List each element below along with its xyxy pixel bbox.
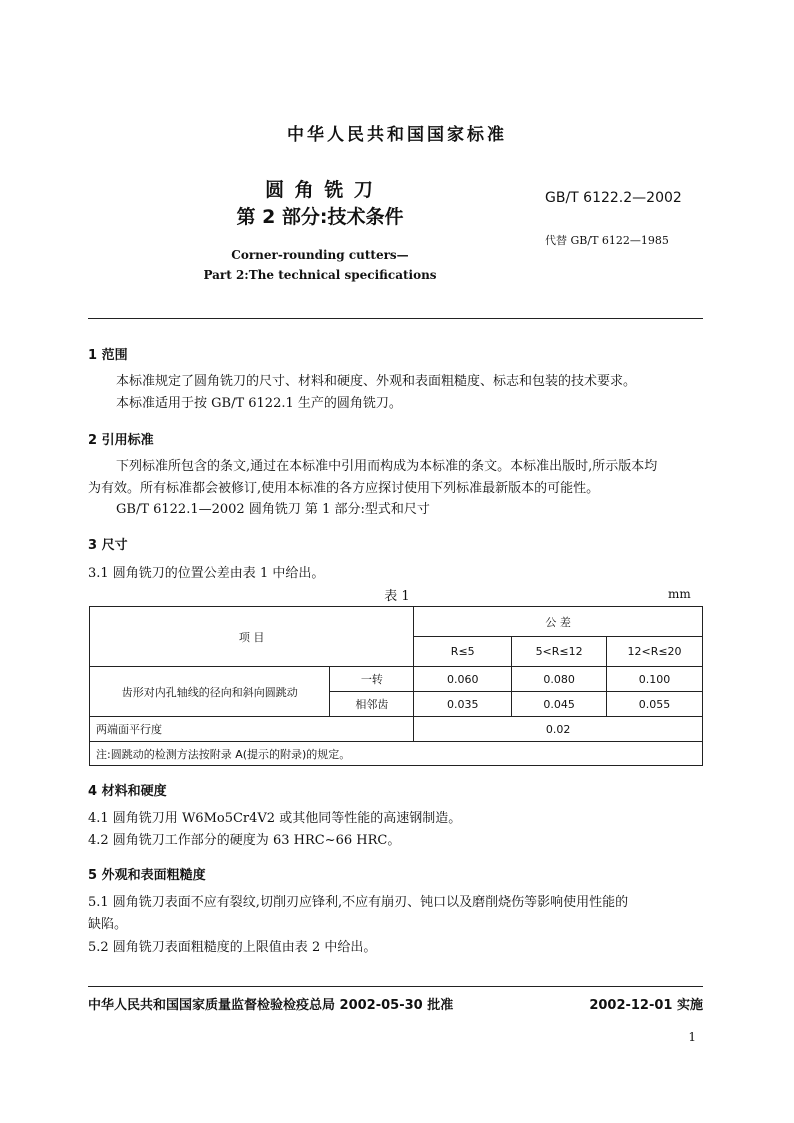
table-cell-parallelism-value: 0.02 [414,717,703,742]
table-header-item: 项 目 [90,607,414,667]
table-header-tolerance: 公 差 [414,607,703,637]
page-number: 1 [688,1030,696,1044]
document-title-en: Corner-rounding cutters— [231,248,409,262]
section-2-paragraph-line-2: 为有效。所有标准都会被修订,使用本标准的各方应探讨使用下列标准最新版本的可能性。 [88,481,600,496]
table-cell: 0.045 [512,692,607,717]
header-divider [88,318,703,319]
table-header-range-3: 12<R≤20 [607,637,703,667]
section-5-heading: 5 外观和表面粗糙度 [88,868,206,883]
table-cell: 0.100 [607,667,703,692]
table-header-range-1: R≤5 [414,637,512,667]
table-1-unit: mm [668,587,691,601]
table-cell-adjacent-teeth: 相邻齿 [330,692,414,717]
section-2-heading: 2 引用标准 [88,433,154,448]
table-row-runout-label: 齿形对内孔轴线的径向和斜向圆跳动 [90,667,330,717]
clause-4-1: 4.1 圆角铣刀用 W6Mo5Cr4V2 或其他同等性能的高速钢制造。 [88,811,462,826]
document-subtitle-en: Part 2:The technical specifications [203,268,437,282]
table-cell: 0.080 [512,667,607,692]
document-subtitle-cn: 第 2 部分:技术条件 [236,206,404,228]
implementation-date: 2002-12-01 实施 [589,998,703,1013]
clause-3-1: 3.1 圆角铣刀的位置公差由表 1 中给出。 [88,566,325,581]
table-cell-one-revolution: 一转 [330,667,414,692]
table-header-range-2: 5<R≤12 [512,637,607,667]
clause-4-2: 4.2 圆角铣刀工作部分的硬度为 63 HRC~66 HRC。 [88,833,401,848]
approval-line: 中华人民共和国国家质量监督检验检疫总局 2002-05-30 批准 [88,998,454,1013]
table-cell: 0.035 [414,692,512,717]
table-1-caption: 表 1 [384,589,410,604]
section-1-heading: 1 范围 [88,348,128,363]
section-1-paragraph-1: 本标准规定了圆角铣刀的尺寸、材料和硬度、外观和表面粗糙度、标志和包装的技术要求。 [116,374,637,389]
table-cell: 0.060 [414,667,512,692]
table-cell: 0.055 [607,692,703,717]
clause-5-1-line-1: 5.1 圆角铣刀表面不应有裂纹,切削刃应锋利,不应有崩刃、钝口以及磨削烧伤等影响使用性能的 [88,895,629,910]
footer-divider [88,986,703,987]
table-note: 注:圆跳动的检测方法按附录 A(提示的附录)的规定。 [90,742,703,766]
table-1 [89,606,703,766]
section-2-reference: GB/T 6122.1—2002 圆角铣刀 第 1 部分:型式和尺寸 [116,502,430,517]
clause-5-1-line-2: 缺陷。 [88,917,128,932]
section-3-heading: 3 尺寸 [88,538,128,553]
replaces-standard: 代替 GB/T 6122—1985 [545,234,669,247]
clause-5-2: 5.2 圆角铣刀表面粗糙度的上限值由表 2 中给出。 [88,940,377,955]
section-1-paragraph-2: 本标准适用于按 GB/T 6122.1 生产的圆角铣刀。 [116,396,402,411]
section-2-paragraph-line-1: 下列标准所包含的条文,通过在本标准中引用而构成为本标准的条文。本标准出版时,所示版本均 [116,459,658,474]
section-4-heading: 4 材料和硬度 [88,784,167,799]
standard-number: GB/T 6122.2—2002 [545,190,682,206]
document-title-cn: 圆 角 铣 刀 [265,179,375,201]
table-row-parallelism-label: 两端面平行度 [90,717,414,742]
national-standard-title: 中华人民共和国国家标准 [287,125,507,145]
